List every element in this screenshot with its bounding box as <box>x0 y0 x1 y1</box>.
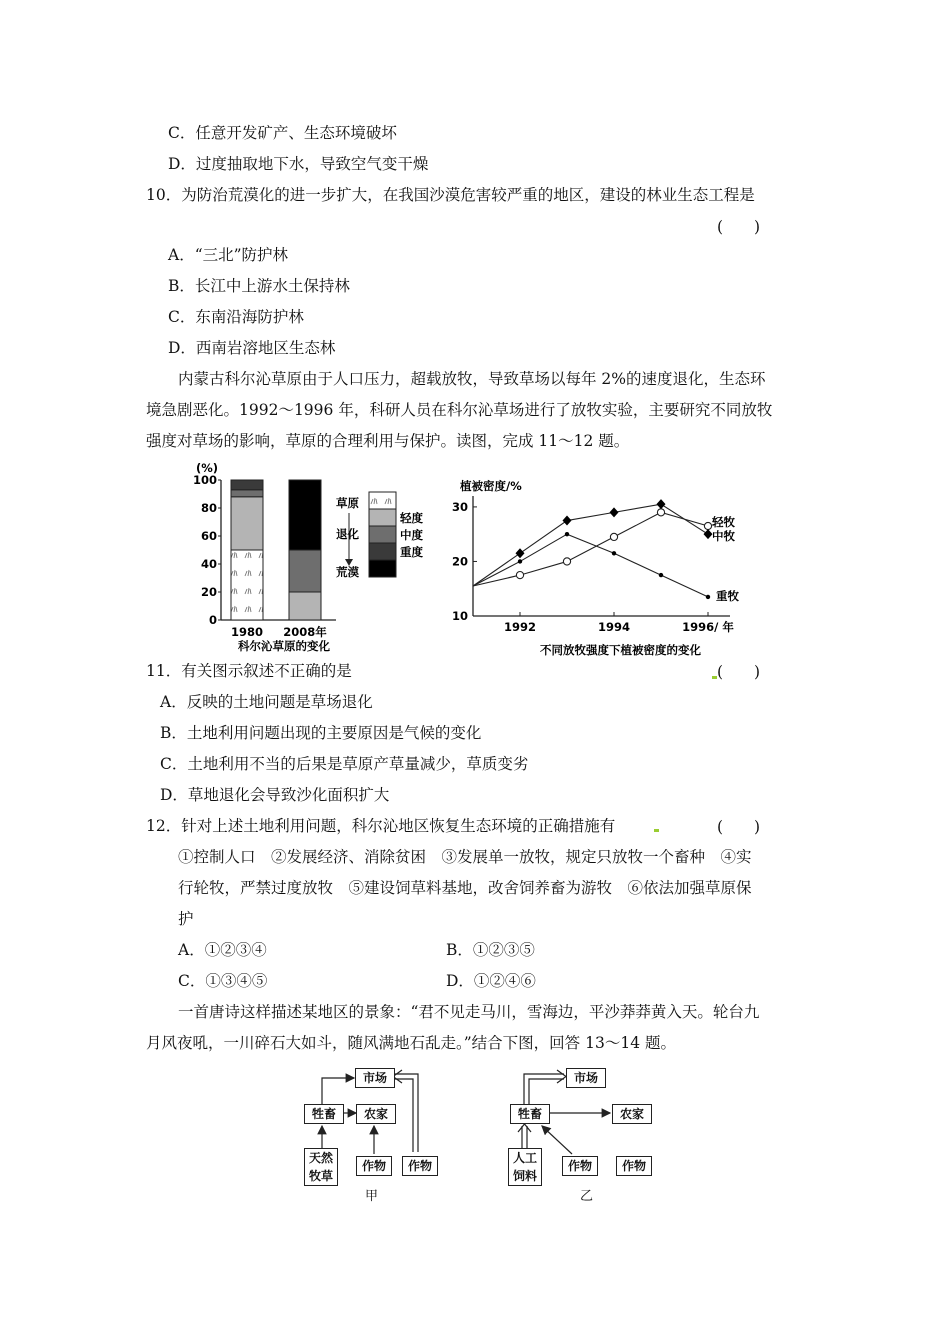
left-chart-caption: 科尔沁草原的变化 <box>238 639 330 653</box>
light-grazing-point <box>610 533 617 540</box>
q12-stem: 12．针对上述土地利用问题，科尔沁地区恢复生态环境的正确措施有 <box>146 817 616 835</box>
light-grazing-point <box>704 522 711 529</box>
jia-natural-grass-box <box>304 1148 338 1186</box>
q10-stem: 10．为防治荒漠化的进一步扩大，在我国沙漠危害较严重的地区，建设的林业生态工程是 <box>146 186 755 204</box>
left-chart-x-ticks <box>231 625 327 639</box>
q10-option-d: D．西南岩溶地区生态林 <box>168 339 336 357</box>
q12-measures-line3: 护 <box>178 910 194 928</box>
right-chart-ylabel: 植被密度/% <box>460 479 522 493</box>
q12-option-c: C．①③④⑤ <box>178 972 268 990</box>
bar-segment-4 <box>231 480 263 490</box>
q11-option-d: D．草地退化会导致沙化面积扩大 <box>160 786 390 804</box>
bar-segment-2 <box>231 497 263 550</box>
passage2-line1: 一首唐诗这样描述某地区的景象：“君不见走马川，雪海边，平沙莽莽黄入天。轮台九 <box>178 1003 760 1021</box>
yi-livestock-box: 牲畜 <box>510 1104 550 1124</box>
q10-option-b: B．长江中上游水土保持林 <box>168 277 350 295</box>
series-line-2 <box>473 504 708 586</box>
vegetation-density-chart <box>440 476 760 660</box>
right-y-tick-label: 10 <box>451 609 468 623</box>
heavy-grazing-point <box>659 573 663 577</box>
yi-farmer-box: 农家 <box>612 1104 652 1124</box>
bar-segment-3 <box>289 550 321 592</box>
legend-swatch-desert <box>369 560 396 577</box>
jia-grass-line2: 牧草 <box>308 1169 333 1183</box>
left-chart-unit: (%) <box>196 461 219 475</box>
right-y-tick-label: 30 <box>451 499 468 514</box>
jia-grass-line1: 天然 <box>308 1151 333 1165</box>
q9-option-c: C．任意开发矿产、生态环境破坏 <box>168 124 397 142</box>
jia-crop-box-1: 作物 <box>356 1156 392 1176</box>
left-chart-y-axis <box>193 473 221 627</box>
left-y-tick-label: 20 <box>200 585 217 599</box>
right-x-tick-label: 1994 <box>597 620 631 634</box>
left-y-tick-label: 100 <box>192 473 217 487</box>
series-line-1 <box>473 512 708 586</box>
bar-segment-2 <box>289 592 321 620</box>
left-x-tick-label: 2008年 <box>283 625 327 639</box>
left-x-tick-label: 1980 <box>230 625 264 639</box>
q11-stem: 11．有关图示叙述不正确的是 <box>146 662 352 680</box>
passage1-line2: 境急剧恶化。1992～1996 年，科研人员在科尔沁草场进行了放牧实验，主要研究不同放牧 <box>146 401 773 419</box>
left-y-tick-label: 60 <box>200 529 217 543</box>
right-x-tick-label: 1996/ 年 <box>682 620 734 634</box>
legend-desert-label: 荒漠 <box>336 565 359 579</box>
passage2-line2: 月风夜吼，一川碎石大如斗，随风满地石乱走。”结合下图，回答 13～14 题。 <box>146 1034 676 1052</box>
passage1-line3: 强度对草场的影响，草原的合理利用与保护。读图，完成 11～12 题。 <box>146 432 630 450</box>
light-grazing-point <box>516 571 523 578</box>
jia-livestock-box: 牲畜 <box>304 1104 344 1124</box>
label-heavy-grazing: 重牧 <box>716 589 739 603</box>
series-line-3 <box>473 534 708 597</box>
passage1-line1: 内蒙古科尔沁草原由于人口压力，超载放牧，导致草场以每年 2%的速度退化，生态环 <box>178 370 766 388</box>
right-chart-caption: 不同放牧强度下植被密度的变化 <box>540 643 701 657</box>
q11-option-c: C．土地利用不当的后果是草原产草量减少，草质变劣 <box>160 755 529 773</box>
legend-swatch-grassland <box>369 492 396 509</box>
light-grazing-point <box>657 509 664 516</box>
bar-segment-3 <box>231 490 263 497</box>
legend-moderate: 中度 <box>400 528 423 542</box>
left-y-tick-label: 0 <box>208 613 217 627</box>
q11-option-a: A．反映的土地问题是草场退化 <box>160 693 373 711</box>
right-x-tick-label: 1992 <box>503 620 537 634</box>
jia-market-box: 市场 <box>355 1068 395 1088</box>
yi-artificial-feed-box <box>508 1148 542 1186</box>
moderate-grazing-point <box>516 548 525 558</box>
yi-feed-line2: 饲料 <box>512 1169 537 1183</box>
q9-option-d: D．过度抽取地下水，导致空气变干燥 <box>168 155 429 173</box>
legend-grassland-label: 草原 <box>336 496 359 510</box>
label-light-grazing: 轻牧 <box>712 515 735 529</box>
q10-answer-bracket: ( ) <box>717 218 761 236</box>
light-grazing-point <box>563 558 570 565</box>
bar-segment-1 <box>231 550 263 620</box>
q12-answer-bracket: ( ) <box>717 818 761 836</box>
yi-feed-line1: 人工 <box>512 1151 537 1165</box>
q12-option-d: D．①②④⑥ <box>446 972 536 990</box>
left-y-tick-label: 40 <box>200 557 217 571</box>
legend-severe: 重度 <box>400 545 423 559</box>
heavy-grazing-point <box>565 532 569 536</box>
moderate-grazing-point <box>657 499 666 509</box>
left-chart-bars <box>231 480 321 620</box>
moderate-grazing-point <box>610 507 619 517</box>
jia-farmer-box: 农家 <box>356 1104 396 1124</box>
heavy-grazing-point <box>612 551 616 555</box>
q12-measures-line1: ①控制人口 ②发展经济、消除贫困 ③发展单一放牧，规定只放牧一个畜种 ④实 <box>178 848 752 866</box>
q11-answer-bracket: ( ) <box>717 663 761 681</box>
label-moderate-grazing: 中牧 <box>712 529 735 543</box>
legend-swatch-light <box>369 509 396 526</box>
bar-segment-4 <box>289 480 321 550</box>
yi-crop-box-2: 作物 <box>616 1156 652 1176</box>
legend-swatch-severe <box>369 543 396 560</box>
yi-crop-box-1: 作物 <box>562 1156 598 1176</box>
diagram-label-jia: 甲 <box>365 1189 379 1204</box>
q12-option-b: B．①②③⑤ <box>446 941 535 959</box>
yi-market-box: 市场 <box>566 1068 606 1088</box>
legend-swatch-moderate <box>369 526 396 543</box>
flow-diagram-arrows <box>290 1060 670 1210</box>
q10-option-a: A．“三北”防护林 <box>168 246 289 264</box>
jia-crop-box-2: 作物 <box>402 1156 438 1176</box>
moderate-grazing-point <box>563 516 572 526</box>
q10-option-c: C．东南沿海防护林 <box>168 308 304 326</box>
legend-light: 轻度 <box>400 511 423 525</box>
right-chart-series <box>473 499 713 599</box>
grassland-change-chart <box>186 458 436 658</box>
right-chart-ticks <box>452 500 734 634</box>
q12-option-a: A．①②③④ <box>178 941 267 959</box>
legend-degradation-label: 退化 <box>336 527 359 541</box>
heavy-grazing-point <box>518 559 522 563</box>
q11-option-b: B．土地利用问题出现的主要原因是气候的变化 <box>160 724 482 742</box>
left-y-tick-label: 80 <box>200 501 217 515</box>
diagram-label-yi: 乙 <box>580 1189 594 1204</box>
q12-measures-line2: 行轮牧，严禁过度放牧 ⑤建设饲草料基地，改舍饲养畜为游牧 ⑥依法加强草原保 <box>178 879 752 897</box>
highlight-mark-2 <box>654 829 659 832</box>
heavy-grazing-point <box>706 595 710 599</box>
right-y-tick-label: 20 <box>451 554 468 569</box>
